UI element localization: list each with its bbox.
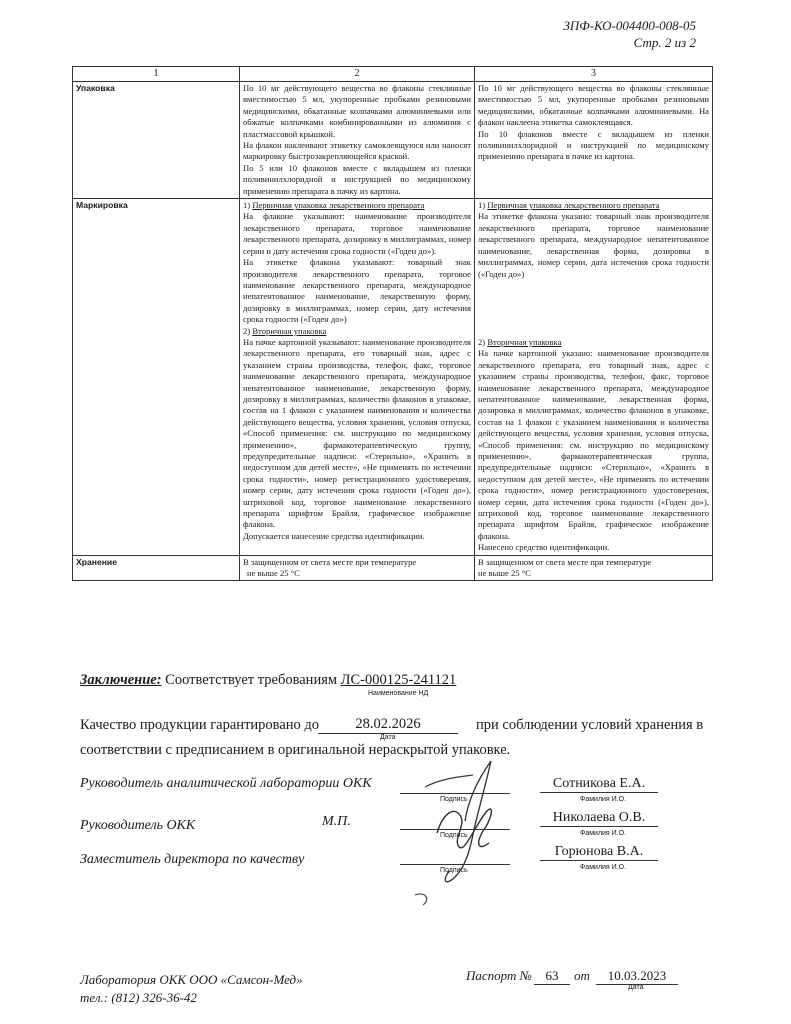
signature-name-3: Горюнова В.А. [540,844,658,861]
footer-phone: тел.: (812) 326-36-42 [80,990,197,1005]
marking-act-primary-heading [478,200,709,211]
passport-label: Паспорт № [466,968,532,983]
storage-act-line1: В защищенном от света месте при температуре [478,556,652,567]
signature-scribble-1 [425,775,473,787]
passport-date: 10.03.2023 [596,968,678,985]
packaging-requirements [240,82,475,199]
marking-req-primary-p2: На этикетке флакона указывают: товарный знак производителя лекарственного препарата, торговое наименование лекарственного препарата, международное непатентованное наименование, лекарственную форму, дозировку в миллиграммах, номер серии, дату истечения срока годности («Годен до») [243,257,471,325]
packaging-req-p1: По 10 мг действующего вещества во флаконы стеклянные вместимостью 5 мл, укупоренные пробками резиновыми медицинскими, обкатанные колпачками алюминиевыми или обжатые колпачками комбинированными из алюминия с пластмассовой крышкой. [243,83,471,139]
marking-req-primary-heading [243,200,471,211]
nd-number: ЛС-000125-241121 [340,672,457,688]
row-label-marking: Маркировка [73,199,240,556]
col-number-3: 3 [475,67,713,82]
packaging-act-p1: По 10 мг действующего вещества во флаконы стеклянные вместимостью 5 мл, укупоренные пробками резиновыми медицинскими, обкатанные колпачками алюминиевыми. На флакон наклеена этикетка самоклеящаяся. [478,83,709,128]
signature-role-1: Руководитель аналитической лаборатории ОКК [80,776,372,791]
document-code: ЗПФ-КО-004400-008-05 [563,18,696,33]
col-number-2: 2 [240,67,475,82]
marking-requirements [240,199,475,556]
marking-req-secondary-heading [243,326,471,337]
table-row-marking [73,199,713,556]
quality-date: 28.02.2026 [318,716,458,734]
heading-number: 2) [243,325,251,336]
signature-scribble-2 [437,809,491,848]
quality-line2: соответствии с предписанием в оригинальной нераскрытой упаковке. [80,742,511,758]
conclusion [80,671,456,689]
passport-number: 63 [534,968,570,985]
marking-req-primary-p1: На флаконе указывают: наименование производителя лекарственного препарата, торговое наименование лекарственного препарата, дозировку в миллиграммах, номер серии и дату истечения срока годности («Годен до»). [243,211,471,256]
signature-role-2: Руководитель ОКК [80,818,196,833]
name-caption-2: Фамилия И.О. [580,830,627,837]
heading-text: Первичная упаковка лекарственного препарата [487,200,660,211]
marking-req-secondary-p2: Допускается нанесение средства идентификации. [243,530,425,541]
packaging-act-p2: По 10 флаконов вместе с вкладышем из пленки поливинилхлоридной и инструкцией по медицинскому применению препарата в пачке из картона. [478,128,709,162]
name-caption-3: Фамилия И.О. [580,864,627,871]
signature-scribble-4 [415,894,427,905]
stamp-place: М.П. [322,814,351,829]
heading-number: 2) [478,336,486,347]
storage-req-line1: В защищенном от света месте при температуре [243,556,417,567]
packaging-req-p3: По 5 или 10 флаконов вместе с вкладышем из пленки поливинилхлоридной и инструкцией по медицинскому применению препарата в пачку из картона. [243,162,471,196]
packaging-req-p2: На флакон наклеивают этикетку самоклеящуюся или наносят маркировку быстрозакрепляющейся краской. [243,140,471,162]
passport-from-label: от [574,968,590,983]
conclusion-text: Соответствует требованиям [165,672,338,688]
marking-act-secondary-heading [478,337,709,348]
footer-lab: Лаборатория ОКК ООО «Самсон-Мед» [80,972,303,987]
signature-caption-3: Подпись [440,867,468,874]
heading-number: 1) [478,200,486,211]
marking-act-primary-p1: На этикетке флакона указано: товарный знак производителя лекарственного препарата, торговое наименование лекарственного препарата, международное непатентованное наименование, лекарственная форма, дозировка в миллиграммах, номер серии, дата истечения срока годности («Годен до») [478,211,709,279]
marking-act-secondary-p2: Нанесено средство идентификации. [478,542,610,553]
signature-scribble-3 [445,761,491,882]
name-caption-1: Фамилия И.О. [580,796,627,803]
heading-number: 1) [243,200,251,211]
nd-caption: Наименование НД [368,690,429,697]
signature-name-1: Сотникова Е.А. [540,776,658,793]
conclusion-label: Заключение: [80,672,162,688]
storage-req-line2: не выше 25 °С [247,568,300,579]
heading-text: Первичная упаковка лекарственного препарата [252,200,425,211]
col-number-1: 1 [73,67,240,82]
passport-date-caption: Дата [628,984,644,991]
handwritten-signatures [395,755,535,915]
row-label-storage: Хранение [73,555,240,581]
signature-role-3: Заместитель директора по качеству [80,852,305,867]
marking-req-secondary-p1: На пачке картонной указывают: наименование производителя лекарственного препарата, его товарный знак, адрес с указанием страны производства, телефон, факс, торговое наименование лекарственного препарата, международное непатентованное наименование, лекарственную форму, дозировку в миллиграммах, количество флаконов в упаковке, состав на 1 флакон с указанием наименования и количества действующего вещества, условия хранения, условия отпуска, «Способ применения: см. инструкцию по медицинскому применению», фармакотерапевтическую группу, предупредительные надписи: «Стерильно», «Хранить в недоступном для детей месте», «Не применять по истечении срока годности», номер регистрационного удостоверения, номер серии, дату истечения срока годности («Годен до»), штриховой код, торговое наименование лекарственного препарата шрифтом Брайля, графическое изображение флакона. [243,336,471,530]
marking-act-secondary-p1: На пачке картонной указано: наименование производителя лекарственного препарата, его товарный знак, адрес с указанием страны производства, телефон, факс, торговое наименование лекарственного препарата, международное непатентованное наименование, лекарственная форма, дозировка в миллиграммах, количество флаконов в упаковке, состав на 1 флакон с указанием наименования и количества действующего вещества, условия хранения, условия отпуска, «Способ применения: см. инструкцию по медицинскому применению», фармакотерапевтическая группа, предупредительные надписи: «Стерильно», «Хранить в недоступном для детей месте», «Не применять по истечении срока годности», номер регистрационного удостоверения, номер серии, дата истечения срока годности («Годен до»), штриховой код, торговое наименование лекарственного препарата шрифтом Брайля, графическое изображение флакона. [478,348,709,541]
signature-name-2: Николаева О.В. [540,810,658,827]
specification-table [72,66,713,581]
quality-text-after: при соблюдении условий хранения в [476,717,704,733]
table-row-packaging [73,82,713,199]
table-row-storage [73,555,713,581]
row-label-packaging: Упаковка [73,82,240,199]
column-number-row [73,67,713,82]
signature-caption-2: Подпись [440,832,468,839]
heading-text: Вторичная упаковка [252,325,327,336]
storage-requirements [240,555,475,581]
quality-date-caption: Дата [380,734,396,741]
spacer [478,280,709,337]
quality-text-before: Качество продукции гарантировано до [80,717,320,733]
packaging-actual [475,82,713,199]
storage-actual [475,555,713,581]
marking-actual [475,199,713,556]
signature-caption-1: Подпись [440,796,468,803]
page-number: Стр. 2 из 2 [633,35,696,50]
heading-text: Вторичная упаковка [487,336,562,347]
storage-act-line2: не выше 25 °С [478,568,531,579]
